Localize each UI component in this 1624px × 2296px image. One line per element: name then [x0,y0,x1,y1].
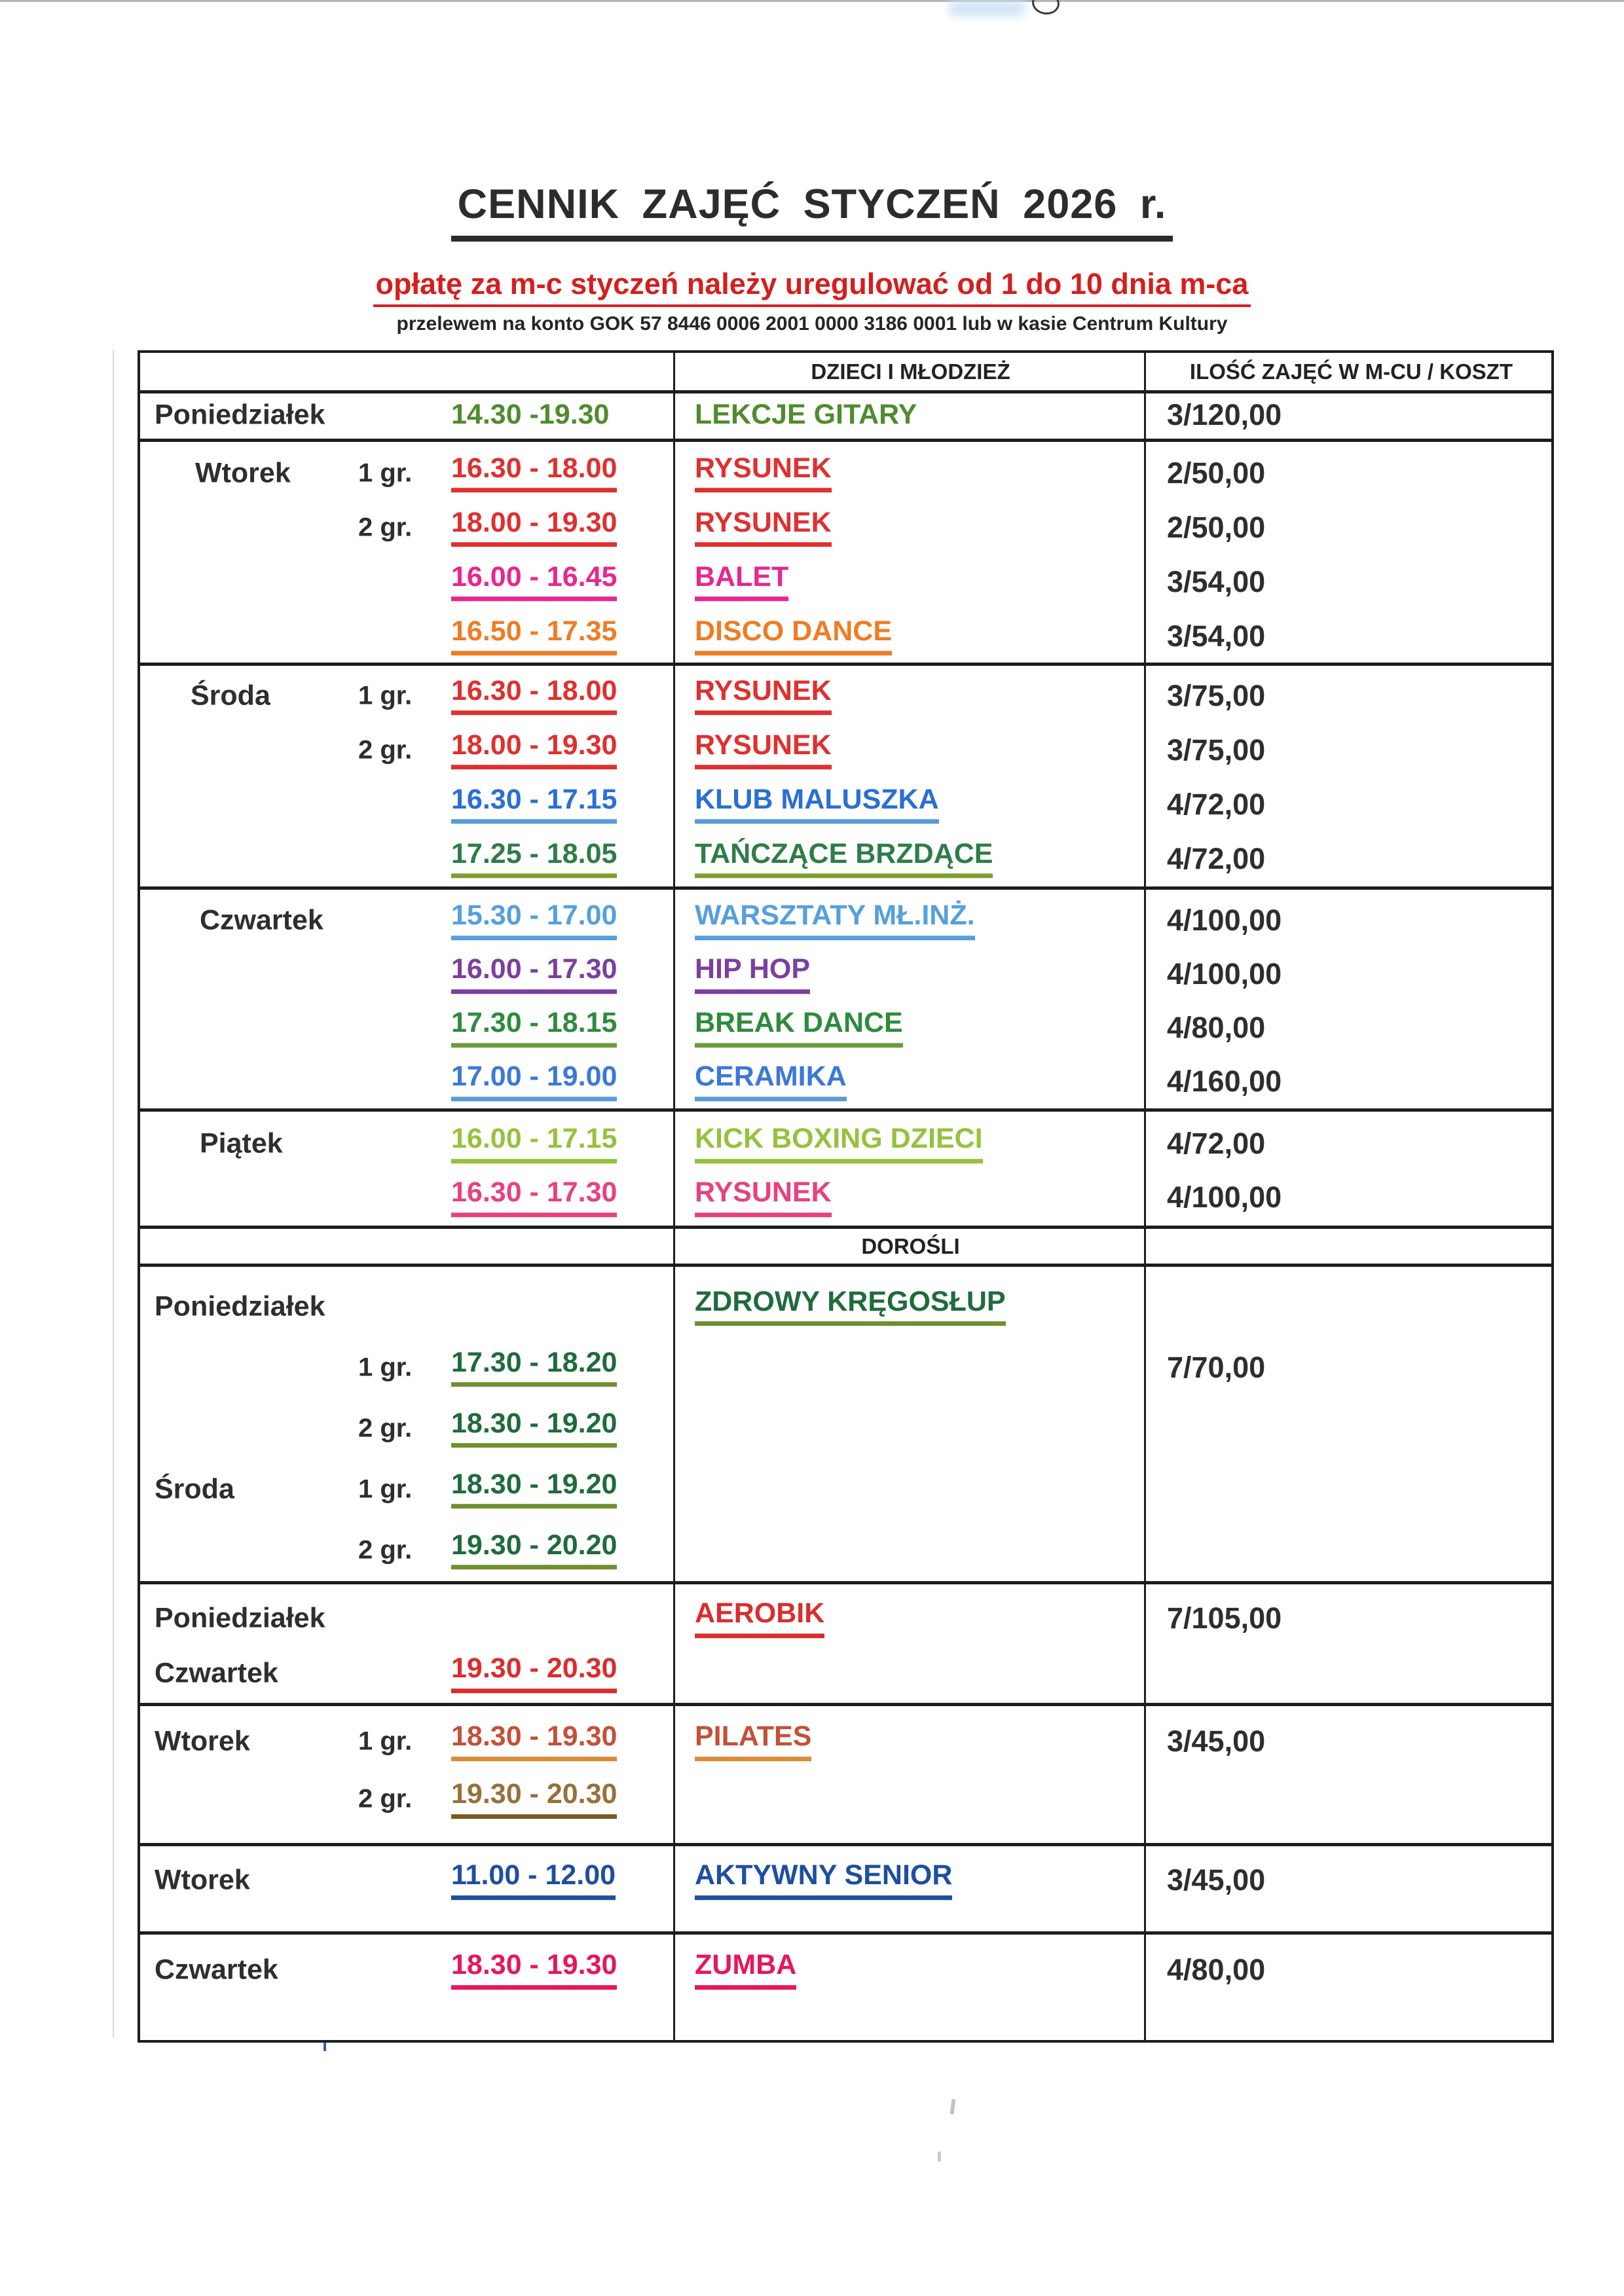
time-range [451,454,617,493]
document-heading [0,181,1624,242]
time-range [451,839,617,879]
day-label: Środa [191,680,270,711]
table-row [140,1117,1551,1171]
time-range [451,617,617,656]
activity-text: AEROBIK [695,1599,824,1638]
day-label: Czwartek [155,1657,278,1689]
activity-text: PILATES [695,1722,811,1761]
time-text: 18.30 - 19.30 [451,1950,617,1990]
price-value: 4/80,00 [1167,1953,1266,1986]
time-range [451,1124,617,1163]
time-range [451,1654,617,1693]
activity-name [695,839,993,879]
time-text: 16.30 - 17.15 [451,785,617,824]
time-range [451,562,617,602]
group-label: 2 gr. [358,1413,413,1442]
price-value: 4/72,00 [1167,841,1266,875]
activity-name [695,1599,824,1638]
price-value: 7/105,00 [1167,1601,1282,1635]
activity-name [695,901,975,940]
time-range [451,1008,617,1048]
activity-name [695,562,788,602]
table-section-active-senior [140,1846,1551,1935]
table-row [140,500,1551,555]
time-range [451,901,617,940]
time-text: 18.00 - 19.30 [451,731,617,770]
time-text: 19.30 - 20.30 [451,1779,617,1819]
table-row [140,1337,1551,1398]
scan-artifact-top-line [0,0,1624,2]
time-text: 18.00 - 19.30 [451,508,617,547]
activity-name [695,617,892,656]
price-value: 7/70,00 [1167,1350,1266,1384]
scan-artifact-oval-mark [1031,0,1061,16]
time-range [451,508,617,547]
price-value: 3/75,00 [1167,733,1266,767]
time-range [451,676,617,716]
table-row [140,1459,1551,1520]
price-value: 3/45,00 [1167,1724,1266,1758]
time-range [451,1470,617,1509]
time-text: 11.00 - 12.00 [451,1861,616,1900]
activity-text: RYSUNEK [695,508,832,547]
time-text: 16.00 - 17.30 [451,955,617,994]
table-row [140,1171,1551,1224]
table-row [140,1942,1551,1997]
day-label: Poniedziałek [155,399,325,431]
table-row [140,894,1551,947]
activity-text: LEKCJE GITARY [695,399,917,431]
activity-text: KLUB MALUSZKA [695,785,939,824]
group-label: 1 gr. [358,1474,413,1503]
table-row [140,668,1551,723]
time-range [451,1409,617,1448]
activity-name [695,1178,832,1217]
day-label: Poniedziałek [155,1602,325,1634]
time-text: 19.30 - 20.30 [451,1654,617,1693]
day-label: Środa [155,1473,234,1504]
time-range [451,1779,617,1819]
table-row [140,777,1551,831]
bank-transfer-info [0,313,1624,335]
time-text: 18.30 - 19.30 [451,1722,617,1761]
price-value: 3/54,00 [1167,619,1266,653]
activity-name [695,1861,952,1900]
table-row [140,947,1551,1001]
activity-name [695,676,832,716]
table-section-tuesday-children [140,442,1551,666]
price-value: 3/45,00 [1167,1863,1266,1897]
activity-text: HIP HOP [695,955,810,994]
time-text: 17.30 - 18.15 [451,1008,617,1048]
table-row [140,723,1551,777]
price-value: 2/50,00 [1167,456,1266,490]
activity-text: BALET [695,562,788,602]
time-range [451,1348,617,1387]
table-row [140,1591,1551,1646]
price-value: 4/160,00 [1167,1065,1282,1098]
group-label: 2 gr. [358,1535,413,1564]
table-section-healthy-spine [140,1267,1551,1584]
table-section-thursday-children [140,890,1551,1112]
price-value: 4/100,00 [1167,1180,1282,1214]
scan-artifact-gray-mark-2 [938,2151,941,2162]
group-label: 1 gr. [358,458,413,487]
price-value: 3/120,00 [1167,398,1282,431]
price-value: 2/50,00 [1167,510,1266,544]
activity-text: RYSUNEK [695,454,832,493]
time-text: 19.30 - 20.20 [451,1531,617,1570]
day-label: Czwartek [200,904,323,936]
table-row [140,393,1551,437]
time-text: 15.30 - 17.00 [451,901,617,940]
day-label: Wtorek [195,457,291,488]
time-text: 16.30 - 18.00 [451,454,617,493]
day-label: Wtorek [155,1725,250,1757]
activity-name [695,1287,1006,1326]
group-label: 1 gr. [358,1726,413,1756]
activity-text: RYSUNEK [695,1178,832,1217]
time-text: 17.25 - 18.05 [451,839,617,879]
activity-text: AKTYWNY SENIOR [695,1861,952,1900]
activity-text: CERAMIKA [695,1062,847,1101]
price-value: 4/100,00 [1167,903,1282,937]
day-label: Wtorek [155,1864,250,1896]
activity-name [695,454,832,493]
activity-text: ZUMBA [695,1950,796,1990]
activity-text: KICK BOXING DZIECI [695,1124,983,1163]
scan-artifact-blue-tick [323,2041,326,2051]
time-range [451,785,617,824]
activity-text: WARSZTATY MŁ.INŻ. [695,901,975,940]
activity-text: ZDROWY KRĘGOSŁUP [695,1287,1006,1326]
table-section-wednesday-children [140,666,1551,890]
payment-info: przelewem na konto GOK 57 8446 0006 2001 0000 3186 0001 lub w kasie Centrum Kultury [396,313,1228,335]
time-text: 17.30 - 18.20 [451,1348,617,1387]
time-text: 16.50 - 17.35 [451,617,617,656]
day-label: Poniedziałek [155,1290,325,1322]
time-range [451,1861,616,1900]
time-range [451,731,617,770]
table-section-friday-children [140,1112,1551,1229]
activity-text: BREAK DANCE [695,1008,903,1048]
price-value: 4/72,00 [1167,787,1266,821]
scan-artifact-gray-mark-1 [950,2099,956,2115]
time-text: 17.00 - 19.00 [451,1062,617,1101]
activity-text: RYSUNEK [695,731,832,770]
activity-name [695,1008,903,1048]
table-row [140,1853,1551,1908]
table-row [140,1055,1551,1108]
group-label: 2 gr. [358,1784,413,1813]
activity-name [695,731,832,770]
time-range [451,400,609,430]
price-value: 3/75,00 [1167,678,1266,712]
time-text: 18.30 - 19.20 [451,1470,617,1509]
time-text: 18.30 - 19.20 [451,1409,617,1448]
activity-name [695,955,810,994]
time-text: 14.30 -19.30 [451,399,610,431]
price-value: 4/100,00 [1167,957,1282,991]
activity-name [695,1062,847,1101]
time-text: 16.30 - 17.30 [451,1178,617,1217]
table-row [140,831,1551,886]
group-label: 1 gr. [358,681,413,710]
page-subtitle: opłatę za m-c styczeń należy uregulować od 1 do 10 dnia m-ca [373,267,1251,307]
table-row [140,1770,1551,1828]
activity-name [695,785,939,824]
table-section-adults-header [140,1229,1551,1267]
time-range [451,1950,617,1990]
day-label: Piątek [200,1127,283,1159]
table-section-pilates [140,1706,1551,1846]
scan-artifact-ghost-line [113,350,114,2037]
page-title: CENNIK ZAJĘĆ STYCZEŃ 2026 r. [451,181,1173,242]
activity-name [695,1722,811,1761]
table-row [140,1713,1551,1770]
activity-text: TAŃCZĄCE BRZDĄCE [695,839,993,879]
table-row [140,1646,1551,1701]
table-section-children-header [140,353,1551,393]
table-row [140,1398,1551,1459]
table-section-aerobik [140,1584,1551,1706]
time-range [451,1178,617,1217]
section-header-label: DOROŚLI [861,1233,960,1258]
group-label: 1 gr. [358,1353,413,1381]
cost-header-label: ILOŚĆ ZAJĘĆ W M-CU / KOSZT [1189,359,1513,384]
table-row [140,446,1551,500]
time-range [451,1722,617,1761]
price-value: 4/72,00 [1167,1127,1266,1160]
group-label: 2 gr. [358,513,413,541]
time-range [451,955,617,994]
activity-name [695,1950,796,1990]
group-label: 2 gr. [358,735,413,764]
scan-artifact-blue-smudge [950,1,1025,16]
activity-name [695,400,917,430]
section-header-label: DZIECI I MŁODZIEŻ [811,359,1010,384]
price-table [138,350,1554,2043]
table-section-monday-guitar [140,393,1551,442]
time-text: 16.00 - 17.15 [451,1124,617,1163]
activity-name [695,508,832,547]
activity-text: RYSUNEK [695,676,832,716]
price-value: 4/80,00 [1167,1011,1266,1044]
time-range [451,1531,617,1570]
time-text: 16.30 - 18.00 [451,676,617,716]
table-row [140,609,1551,663]
time-range [451,1062,617,1101]
payment-deadline-note [0,267,1624,307]
table-row [140,1001,1551,1055]
table-section-zumba [140,1935,1551,2040]
table-row [140,1276,1551,1337]
day-label: Czwartek [155,1954,278,1986]
time-text: 16.00 - 16.45 [451,562,617,602]
activity-text: DISCO DANCE [695,617,892,656]
table-row [140,1520,1551,1580]
activity-name [695,1124,983,1163]
table-row [140,555,1551,609]
price-value: 3/54,00 [1167,564,1266,598]
